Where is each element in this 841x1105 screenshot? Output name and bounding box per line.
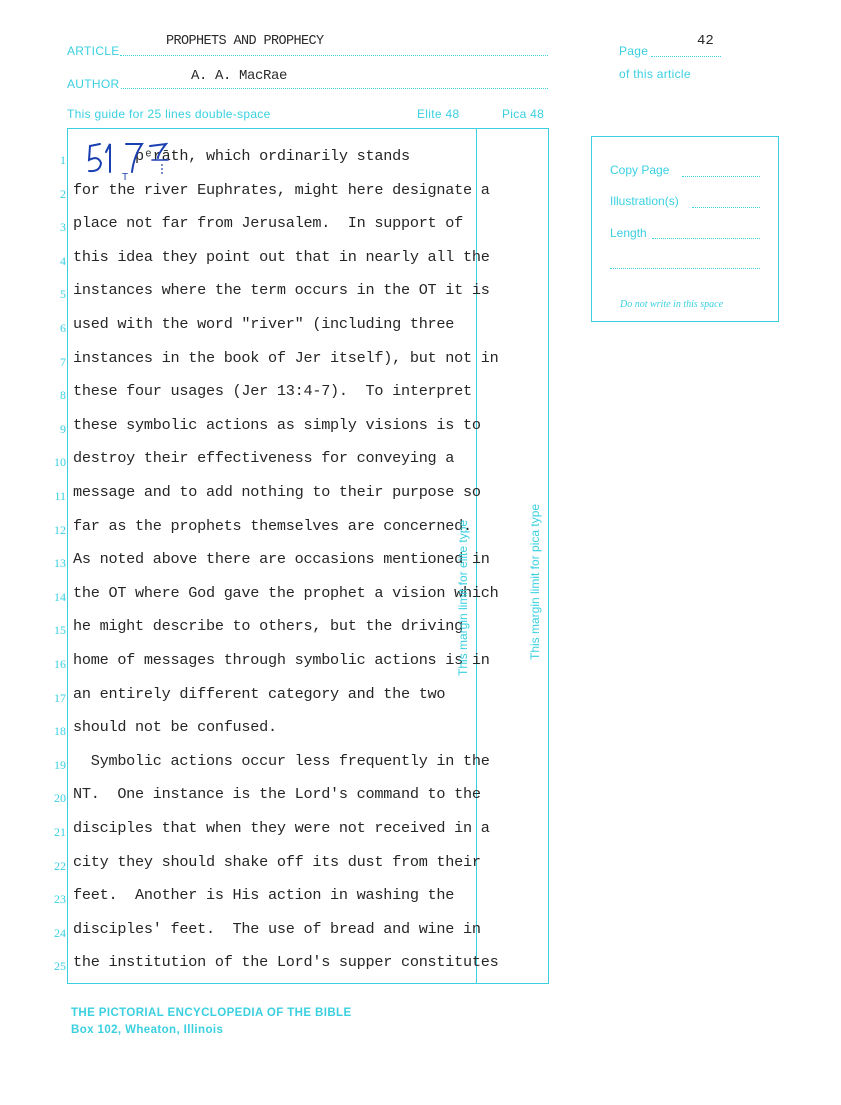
- article-label: ARTICLE: [67, 44, 120, 58]
- text-line: destroy their effectiveness for conveying a: [73, 449, 455, 468]
- text-line: message and to add nothing to their purpose so: [73, 483, 481, 501]
- text-line: this idea they point out that in nearly all the: [73, 247, 490, 266]
- text-line: disciples' feet. The use of bread and wine in: [73, 919, 481, 938]
- line-number: 4: [60, 253, 66, 268]
- of-this-article-label: of this article: [619, 67, 691, 81]
- line-number: 21: [54, 825, 66, 839]
- length-label: Length: [610, 226, 647, 240]
- line-number: 5: [60, 287, 66, 302]
- pica-margin-note: This margin limit for pica type: [528, 503, 542, 660]
- line-number: 20: [54, 791, 66, 806]
- svg-text:T: T: [122, 172, 129, 180]
- text-line: the OT where God gave the prophet a vision which: [73, 583, 499, 602]
- line-number: 7: [60, 354, 66, 369]
- illustrations-label: Illustration(s): [610, 194, 679, 208]
- text-line: the institution of the Lord's supper constitutes: [73, 953, 499, 972]
- line-number: 18: [54, 724, 66, 739]
- text-line: used with the word "river" (including three: [73, 315, 455, 333]
- handwritten-note: [86, 138, 186, 185]
- line-number: 2: [60, 186, 66, 201]
- line-number: 15: [54, 623, 66, 638]
- page-label: Page: [619, 44, 649, 58]
- handwritten-mark-icon: [86, 138, 186, 180]
- guide-text: This guide for 25 lines double-space: [67, 107, 271, 121]
- text-line: for the river Euphrates, might here designate a: [73, 180, 490, 199]
- text-line: these symbolic actions as simply visions is to: [73, 415, 481, 434]
- line-number: 22: [54, 858, 66, 873]
- article-dotted-line: [120, 55, 548, 56]
- line-number: 14: [54, 589, 66, 604]
- line-number: 6: [60, 321, 66, 335]
- text-line: pᵉrāth, which ordinarily stands: [73, 147, 410, 165]
- text-line: As noted above there are occasions mentioned in: [73, 550, 490, 569]
- line-number: 19: [54, 757, 66, 772]
- line-number: 1: [60, 153, 66, 167]
- text-line: should not be confused.: [73, 718, 277, 737]
- do-not-write-note: Do not write in this space: [620, 299, 724, 310]
- text-line: instances where the term occurs in the OT it is: [73, 281, 490, 300]
- line-number: 3: [60, 220, 66, 235]
- text-line: home of messages through symbolic actions is in: [73, 651, 490, 669]
- line-number: 17: [54, 690, 66, 705]
- footer-publication: THE PICTORIAL ENCYCLOPEDIA OF THE BIBLE: [71, 1007, 352, 1019]
- text-line: far as the prophets themselves are concerned.: [73, 516, 472, 535]
- author-dotted-line: [121, 88, 548, 89]
- page-number: 42: [697, 33, 714, 49]
- line-number: 24: [54, 925, 66, 940]
- line-number: 11: [54, 489, 66, 503]
- elite-margin-note: This margin limit for elite type: [456, 519, 470, 676]
- text-line: disciples that when they were not received in a: [73, 819, 490, 837]
- article-value: PROPHETS AND PROPHECY: [166, 34, 324, 49]
- text-line: instances in the book of Jer itself), but not in: [73, 348, 499, 367]
- line-number: 13: [54, 556, 66, 571]
- author-value: A. A. MacRae: [191, 68, 288, 84]
- pica-label: Pica 48: [502, 107, 545, 121]
- line-number: 25: [54, 959, 66, 974]
- length-dots: [652, 238, 760, 239]
- text-line: place not far from Jerusalem. In support of: [73, 214, 464, 233]
- text-line: he might describe to others, but the driving: [73, 617, 464, 636]
- author-label: AUTHOR: [67, 77, 120, 91]
- line-number: 8: [60, 388, 66, 403]
- line-number: 9: [60, 421, 66, 436]
- line-number: 10: [54, 455, 66, 470]
- elite-label: Elite 48: [417, 107, 460, 121]
- text-line: feet. Another is His action in washing the: [73, 886, 455, 905]
- text-line: city they should shake off its dust from their: [73, 852, 481, 871]
- copy-page-label: Copy Page: [610, 163, 670, 177]
- blank-dots: [610, 268, 760, 269]
- text-line: Symbolic actions occur less frequently in the: [73, 751, 490, 770]
- line-number: 23: [54, 892, 66, 907]
- copy-info-box: [591, 136, 779, 322]
- text-line: an entirely different category and the two: [73, 684, 446, 703]
- footer-address: Box 102, Wheaton, Illinois: [71, 1024, 224, 1036]
- page-dotted-line: [651, 56, 721, 57]
- illustrations-dots: [692, 207, 760, 208]
- line-number: 12: [54, 522, 66, 537]
- copy-page-dots: [682, 176, 760, 177]
- line-number: 16: [54, 657, 66, 671]
- text-line: NT. One instance is the Lord's command to the: [73, 785, 481, 804]
- text-line: these four usages (Jer 13:4-7). To interpret: [73, 382, 472, 401]
